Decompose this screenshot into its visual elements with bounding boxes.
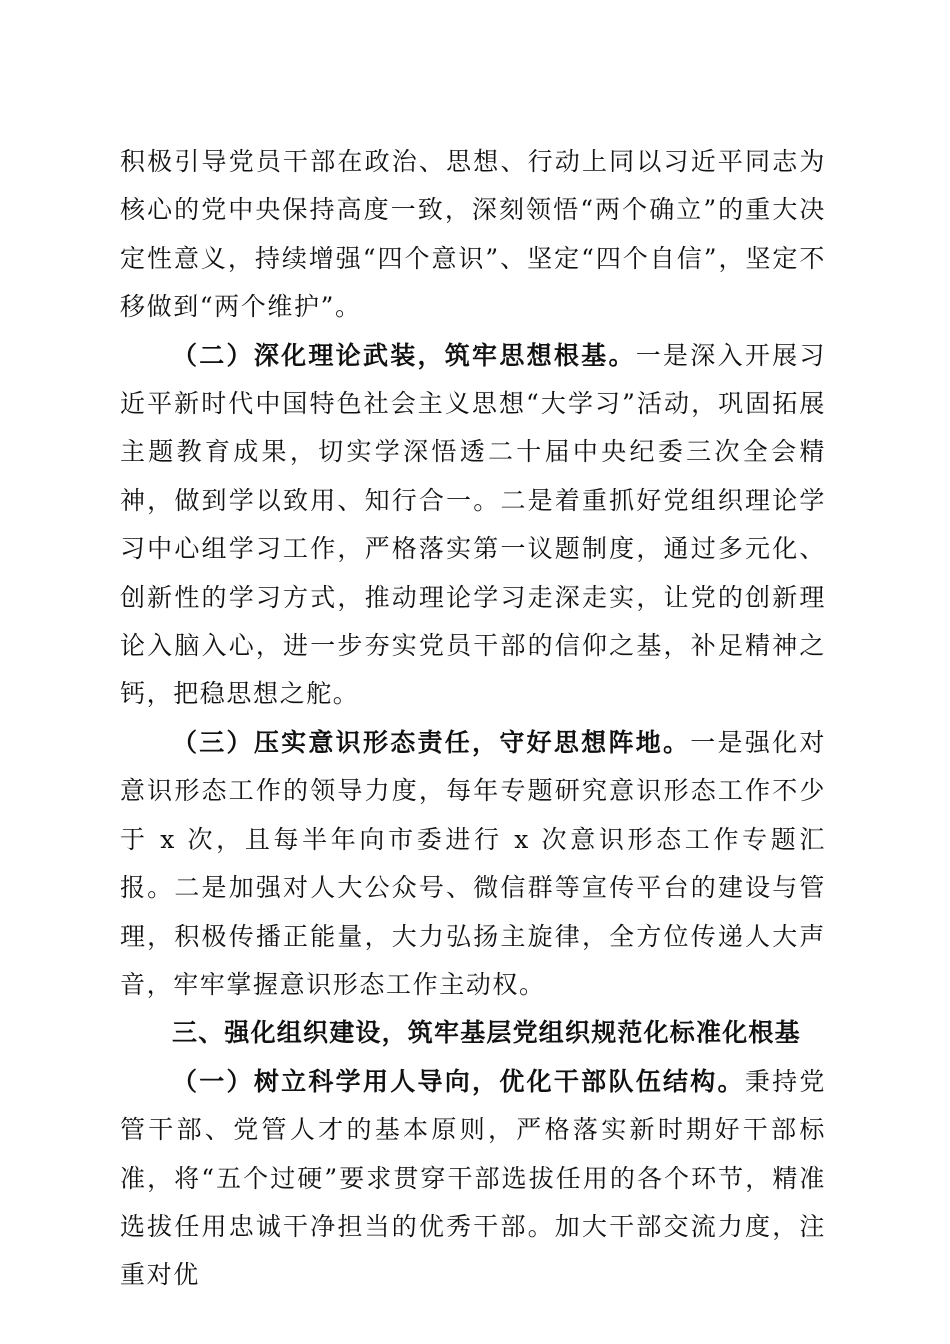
paragraph-text: 秉持党管干部、党管人才的基本原则，严格落实新时期好干部标准，将“五个过硬”要求贯穿干部选拔任用的各个环节，精准选拔任用忠诚干净担当的优秀干部。加大干部交流力度，注重对优 bbox=[120, 1066, 826, 1290]
paragraph-text: 一是强化对意识形态工作的领导力度，每年专题研究意识形态工作不少于 x 次，且每半年向市委进行 x 次意识形态工作专题汇报。二是加强对人大公众号、微信群等宣传平台的建设与管理，积极传播正能量，大力弘扬主旋律，全方位传递人大声音，牢牢掌握意识形态工作主动权。 bbox=[120, 727, 826, 999]
paragraph-ideology-responsibility bbox=[120, 719, 826, 1009]
document-body bbox=[120, 138, 826, 1300]
paragraph-text: 一是深入开展习近平新时代中国特色社会主义思想“大学习”活动，巩固拓展主题教育成果，切实学深悟透二十届中央纪委三次全会精神，做到学以致用、知行合一。二是着重抓好党组织理论学习中心组学习工作，严格落实第一议题制度，通过多元化、创新性的学习方式，推动理论学习走深走实，让党的创新理论入脑入心，进一步夯实党员干部的信仰之基，补足精神之钙，把稳思想之舵。 bbox=[120, 340, 827, 709]
section-heading-organization: 三、强化组织建设，筑牢基层党组织规范化标准化根基 bbox=[172, 1018, 801, 1048]
paragraph-lead-heading: （一）树立科学用人导向，优化干部队伍结构。 bbox=[172, 1066, 745, 1096]
paragraph-political-alignment bbox=[120, 138, 826, 332]
paragraph-theory-armament bbox=[120, 332, 826, 719]
paragraph-cadre-selection bbox=[120, 1058, 826, 1300]
paragraph-lead-heading: （二）深化理论武装，筑牢思想根基。 bbox=[172, 340, 636, 370]
paragraph-text: 积极引导党员干部在政治、思想、行动上同以习近平同志为核心的党中央保持高度一致，深刻领悟“两个确立”的重大决定性意义，持续增强“四个意识”、坚定“四个自信”，坚定不移做到“两个维护”。 bbox=[120, 147, 826, 322]
paragraph-lead-heading: （三）压实意识形态责任，守好思想阵地。 bbox=[172, 727, 691, 757]
